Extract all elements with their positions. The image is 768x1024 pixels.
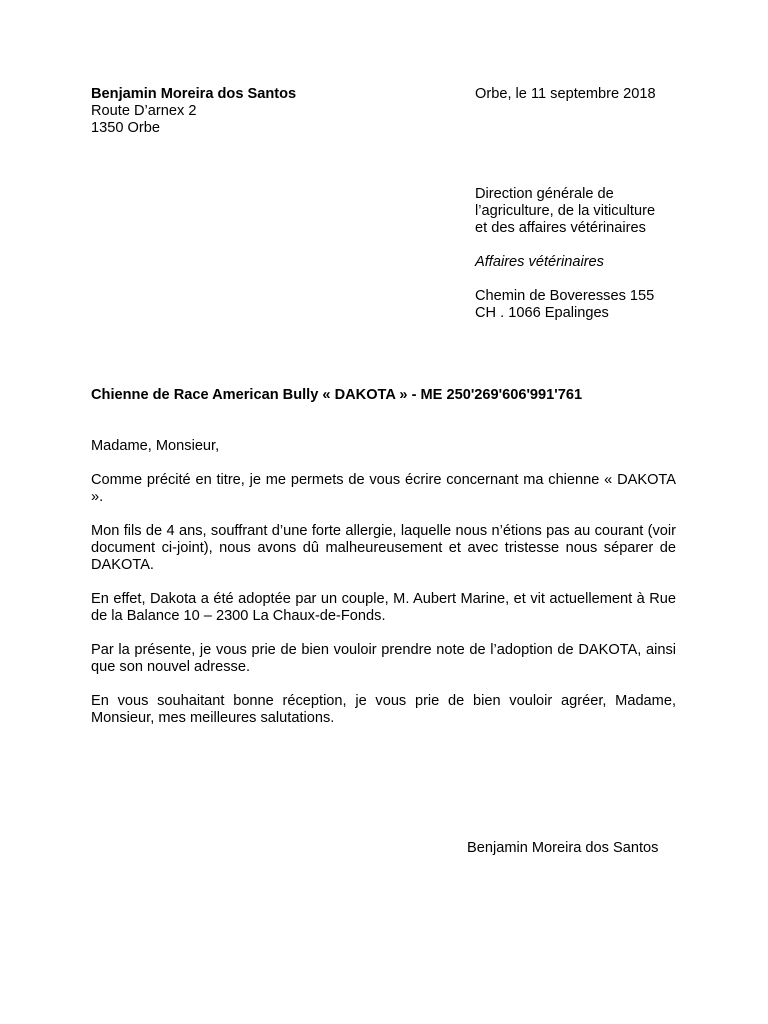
letter-body xyxy=(91,438,676,744)
recipient-department: Affaires vétérinaires xyxy=(475,254,604,270)
subject-text: Chienne de Race American Bully « DAKOTA » - ME 250'269'606'991'761 xyxy=(91,387,583,403)
signature xyxy=(467,840,658,857)
recipient-line-3: et des affaires vétérinaires xyxy=(475,220,646,236)
paragraph-4: Par la présente, je vous prie de bien vouloir prendre note de l’adoption de DAKOTA, ainsi que son nouvel adresse. xyxy=(91,642,676,675)
recipient-street: Chemin de Boveresses 155 xyxy=(475,288,655,304)
recipient-line-2: l’agriculture, de la viticulture xyxy=(475,203,656,219)
salutation: Madame, Monsieur, xyxy=(91,438,220,454)
sender-street: Route D’arnex 2 xyxy=(91,103,197,119)
signature-name: Benjamin Moreira dos Santos xyxy=(467,840,659,856)
letter-date xyxy=(475,86,656,103)
date-text: Orbe, le 11 septembre 2018 xyxy=(475,86,656,102)
sender-city: 1350 Orbe xyxy=(91,120,160,136)
paragraph-2: Mon fils de 4 ans, souffrant d’une forte allergie, laquelle nous n’étions pas au courant (voir document ci-joint), nous avons dû malheureusement et avec tristesse nous séparer de DAKOTA. xyxy=(91,523,676,573)
recipient-line-1: Direction générale de xyxy=(475,186,614,202)
recipient-address xyxy=(475,186,655,322)
paragraph-3: En effet, Dakota a été adoptée par un couple, M. Aubert Marine, et vit actuellement à Rue de la Balance 10 – 2300 La Chaux-de-Fonds. xyxy=(91,591,676,624)
paragraph-5: En vous souhaitant bonne réception, je vous prie de bien vouloir agréer, Madame, Monsieur, mes meilleures salutations. xyxy=(91,693,676,726)
sender-name: Benjamin Moreira dos Santos xyxy=(91,86,297,102)
letter-subject xyxy=(91,387,582,404)
paragraph-1: Comme précité en titre, je me permets de vous écrire concernant ma chienne « DAKOTA ». xyxy=(91,472,676,505)
sender-address xyxy=(91,86,296,137)
recipient-city: CH . 1066 Epalinges xyxy=(475,305,609,321)
